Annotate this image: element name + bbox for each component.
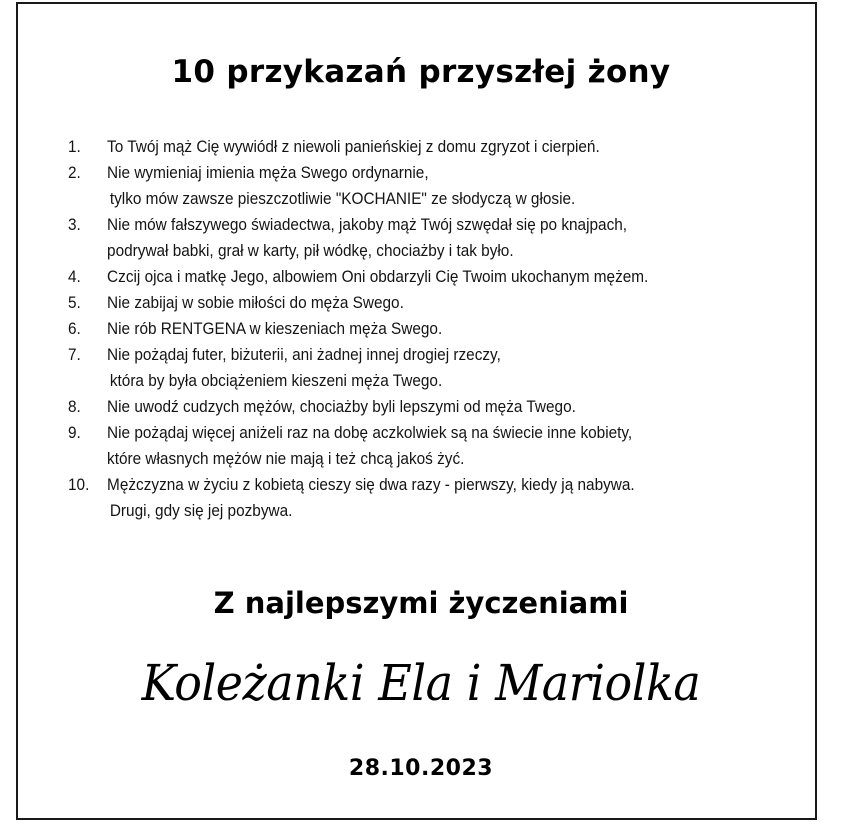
commandment-text: Nie wymieniaj imienia męża Swego ordynarnie, [107,164,429,182]
commandment-number: 1. [68,138,81,156]
commandment-text-continued: które własnych mężów nie mają i też chcą jakoś żyć. [107,450,465,468]
commandment-number: 6. [68,320,81,338]
commandment-text-continued: która by była obciążeniem kieszeni męża Twego. [109,372,443,390]
signature: Koleżanki Ela i Mariolka [141,654,701,712]
commandment-text: Nie rób RENTGENA w kieszeniach męża Swego. [107,320,443,338]
commandment-item [68,290,808,316]
commandment-number: 9. [68,424,81,442]
commandments-list [68,134,808,524]
commandment-text: Nie mów fałszywego świadectwa, jakoby mąż Twój szwędał się po knajpach, [107,216,628,234]
commandment-item [68,472,808,524]
document-title: 10 przykazań przyszłej żony [171,54,671,90]
commandment-number: 2. [68,164,81,182]
commandment-number: 5. [68,294,81,312]
commandment-item [68,420,808,472]
commandment-text: Nie pożądaj więcej aniżeli raz na dobę aczkolwiek są na świecie inne kobiety, [107,424,633,442]
commandment-number: 8. [68,398,81,416]
commandment-item [68,316,808,342]
commandment-text: Nie uwodź cudzych mężów, chociażby byli lepszymi od męża Twego. [107,398,576,416]
commandment-text: Mężczyzna w życiu z kobietą cieszy się dwa razy - pierwszy, kiedy ją nabywa. [107,476,635,494]
commandment-item [68,160,808,212]
commandment-text: Czcij ojca i matkę Jego, albowiem Oni obdarzyli Cię Twoim ukochanym mężem. [107,268,649,286]
commandment-number: 10. [68,476,90,494]
commandment-number: 4. [68,268,81,286]
commandment-item [68,134,808,160]
greeting-heading: Z najlepszymi życzeniami [213,586,629,620]
commandment-text: To Twój mąż Cię wywiódł z niewoli panieńskiej z domu zgryzot i cierpień. [107,138,600,156]
commandment-item [68,212,808,264]
date: 28.10.2023 [348,756,494,781]
commandment-item [68,394,808,420]
commandment-item [68,342,808,394]
commandment-text-continued: tylko mów zawsze pieszczotliwie "KOCHANIE" ze słodyczą w głosie. [109,190,576,208]
commandment-number: 7. [68,346,81,364]
commandment-text-continued: podrywał babki, grał w karty, pił wódkę, chociażby i tak było. [107,242,514,260]
commandment-text: Nie zabijaj w sobie miłości do męża Swego. [107,294,404,312]
commandment-number: 3. [68,216,81,234]
commandment-item [68,264,808,290]
commandment-text-continued: Drugi, gdy się jej pozbywa. [109,502,293,520]
commandment-text: Nie pożądaj futer, biżuterii, ani żadnej innej drogiej rzeczy, [107,346,501,364]
